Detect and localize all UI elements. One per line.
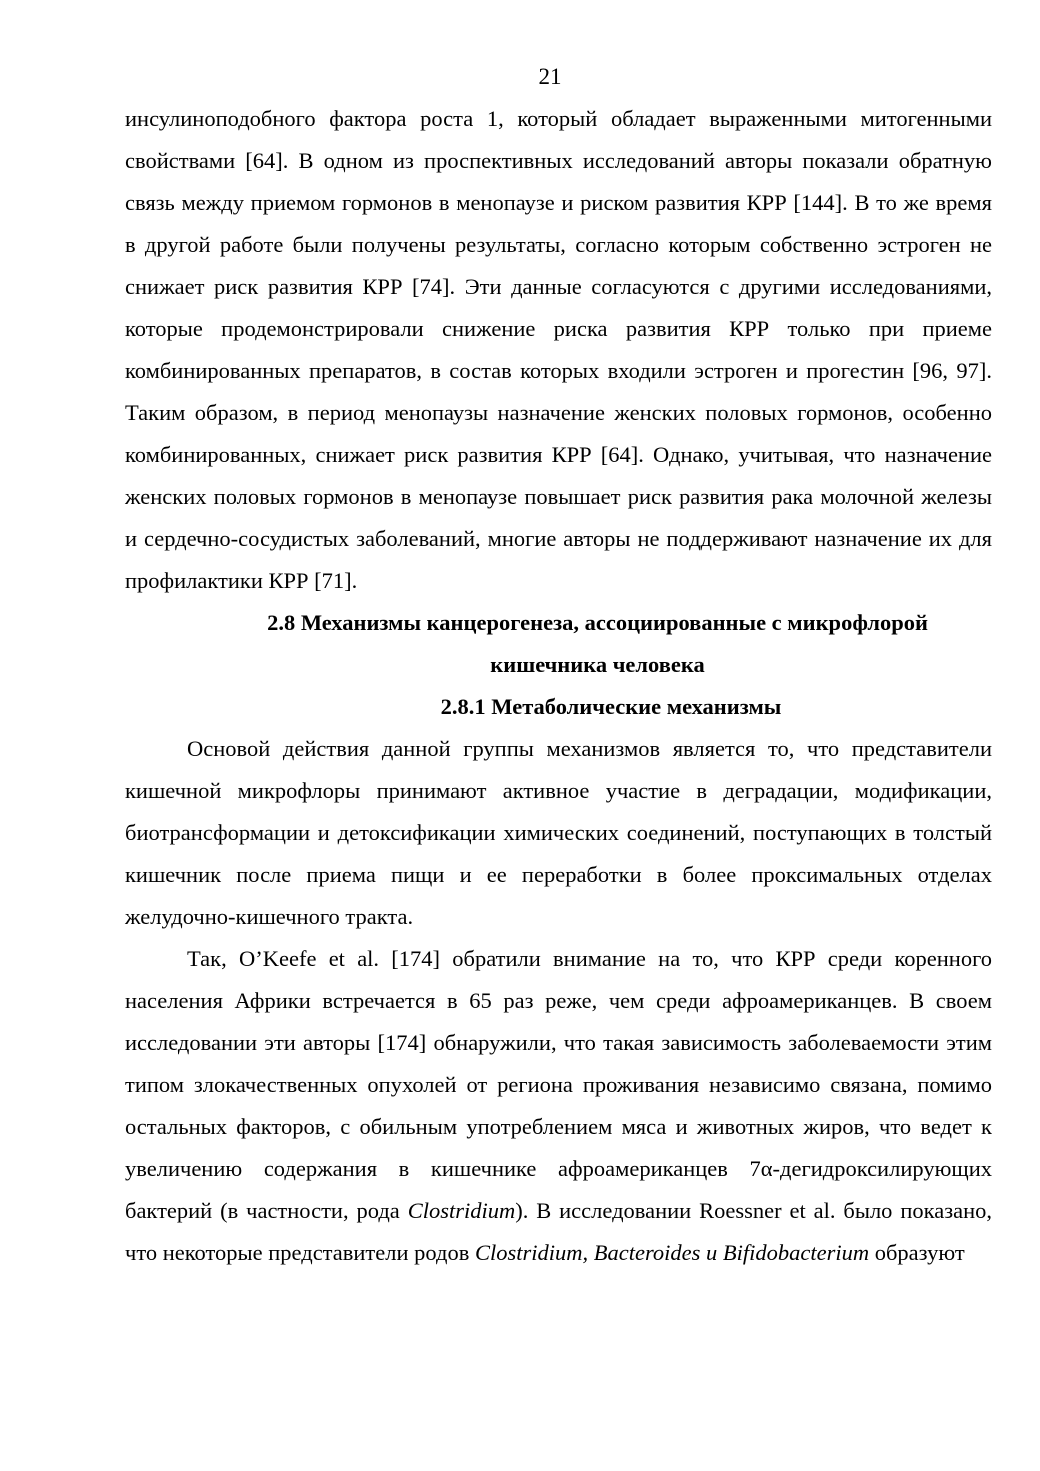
section-heading-line2: кишечника человека: [490, 652, 705, 677]
paragraph-hormones: инсулиноподобного фактора роста 1, который обладает выраженными митогенными свойствами [64]. В одном из проспективных исследований авторы показали обратную связь между приемом гормонов в менопаузе и риском развития КРР [144]. В то же время в другой работе были получены результаты, согласно которым собственно эстроген не снижает риск развития КРР [74]. Эти данные согласуются с другими исследованиями, которые продемонстрировали снижение риска развития КРР только при приеме комбинированных препаратов, в состав которых входили эстроген и прогестин [96, 97]. Таким образом, в период менопаузы назначение женских половых гормонов, особенно комбинированных, снижает риск развития КРР [64]. Однако, учитывая, что назначение женских половых гормонов в менопаузе повышает риск развития рака молочной железы и сердечно-сосудистых заболеваний, многие авторы не поддерживают назначение их для профилактики КРР [71].: [125, 106, 992, 593]
subsection-heading: 2.8.1 Метаболические механизмы: [440, 694, 782, 719]
paragraph-okeefe-part1: Так, O’Keefe et al. [174] обратили внимание на то, что КРР среди коренного населения Африки встречается в 65 раз реже, чем среди афроамериканцев. В своем исследовании эти авторы [174] обнаружили, что такая зависимость заболеваемости этим типом злокачественных опухолей от региона проживания независимо связана, помимо остальных факторов, с обильным употреблением мяса и животных жиров, что ведет к увеличению содержания в кишечнике афроамериканцев 7α-дегидроксилирующих бактерий (в частности, рода: [125, 946, 992, 1223]
paragraph-metabolic-mechanisms: Основой действия данной группы механизмов является то, что представители кишечной микрофлоры принимают активное участие в деградации, модификации, биотрансформации и детоксификации химических соединений, поступающих в толстый кишечник после приема пищи и ее переработки в более проксимальных отделах желудочно-кишечного тракта.: [125, 736, 992, 929]
page-number: 21: [538, 64, 562, 89]
paragraph-okeefe-study: [125, 938, 992, 1274]
body-text: [125, 98, 992, 1274]
section-heading-line1: 2.8 Механизмы канцерогенеза, ассоциированные с микрофлорой: [267, 610, 928, 635]
section-heading: [125, 602, 992, 686]
genera-list: Clostridium, Bacteroides и Bifidobacterium: [474, 1240, 870, 1265]
genus-clostridium: Clostridium: [407, 1198, 516, 1223]
paragraph-okeefe-part3: образуют: [869, 1240, 965, 1265]
paragraph-okeefe-part2: ). В исследовании Roessner et al. было показано, что некоторые представители родов: [125, 1198, 992, 1265]
